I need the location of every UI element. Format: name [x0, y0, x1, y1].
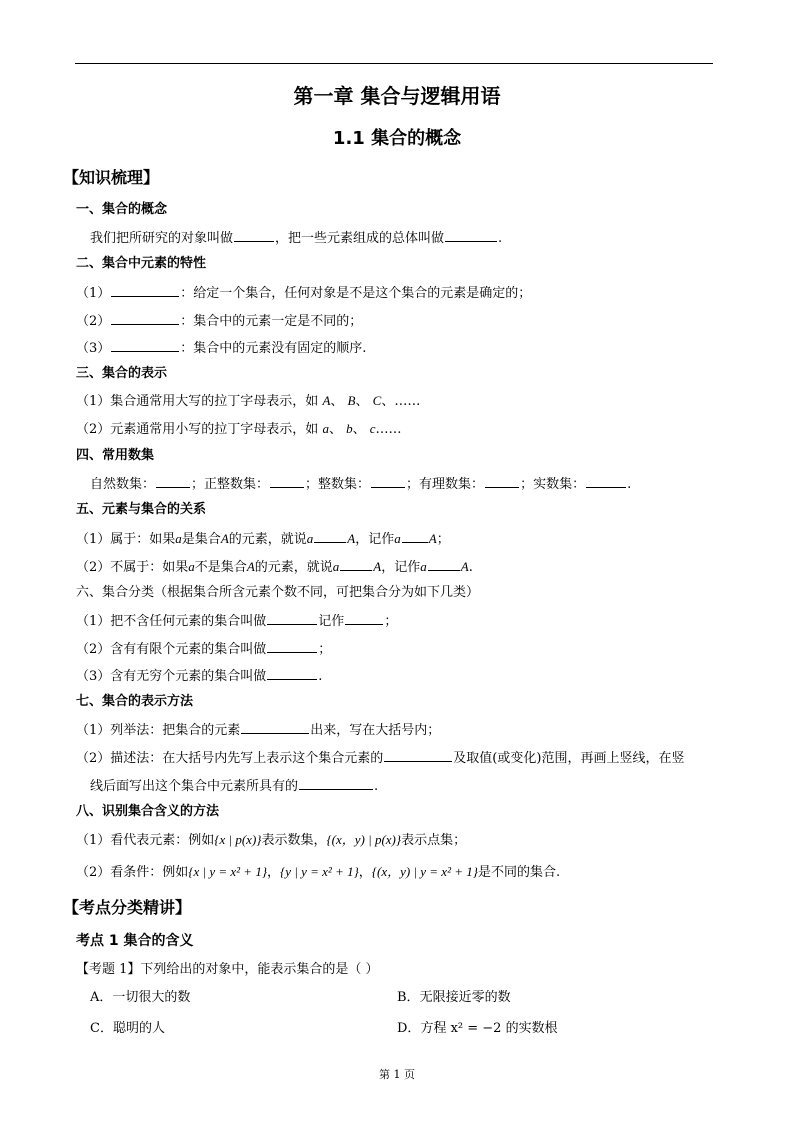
- s3-item-1: （1）集合通常用大写的拉丁字母表示，如 A、 B、 C、……: [76, 393, 421, 409]
- option-c[interactable]: C．聪明的人: [90, 1021, 165, 1036]
- s2-item-1: （1） ：给定一个集合，任何对象是不是这个集合的元素是确定的；: [76, 283, 531, 303]
- s5-title: 五、元素与集合的关系: [76, 502, 207, 517]
- s8-item-1: （1）看代表元素：例如{x | p(x)}表示数集，{(x，y) | p(x)}表示点集；: [76, 832, 467, 848]
- s1-text: 我们把所研究的对象叫做 ，把一些元素组成的总体叫做 .: [90, 228, 502, 248]
- option-d[interactable]: D．方程 x² = −2 的实数根: [397, 1021, 558, 1036]
- s1-title: 一、集合的概念: [76, 202, 168, 217]
- s8-title: 八、识别集合含义的方法: [76, 804, 220, 819]
- chapter-title: 第一章 集合与逻辑用语: [293, 84, 501, 108]
- s6-item-3: （3）含有无穷个元素的集合叫做 .: [76, 666, 322, 686]
- s6-title-row: 六、集合分类（根据集合所含元素个数不同，可把集合分为如下几类）: [76, 585, 480, 600]
- question-1-stem: 【考题 1】下列给出的对象中，能表示集合的是（ ）: [76, 962, 379, 977]
- s2-item-3: （3） ：集合中的元素没有固定的顺序.: [76, 338, 366, 358]
- s3-item-2: （2）元素通常用小写的拉丁字母表示，如 a、 b、 c……: [76, 421, 402, 437]
- s3-title: 三、集合的表示: [76, 366, 168, 381]
- s7-item-1: （1）列举法：把集合的元素 出来，写在大括号内；: [76, 720, 440, 740]
- s7-item-2-cont: 线后面写出这个集合中元素所具有的 .: [90, 776, 378, 796]
- option-b[interactable]: B．无限接近零的数: [397, 990, 511, 1005]
- exam-point-1: 考点 1 集合的含义: [76, 933, 194, 949]
- s8-item-2: （2）看条件：例如{x | y = x² + 1}，{y | y = x² + 1}，{(x，y) | y = x² + 1}是不同的集合.: [76, 864, 561, 880]
- page-number: 第 1 页: [379, 1068, 415, 1081]
- s4-text: 自然数集： ；正整数集： ；整数集： ；有理数集： ；实数集： .: [90, 474, 631, 494]
- s6-item-1: （1）把不含任何元素的集合叫做 记作 ；: [76, 611, 397, 631]
- s5-item-2: （2）不属于：如果a不是集合A的元素，就说a A，记作a A.: [76, 559, 473, 575]
- s7-item-2: （2）描述法：在大括号内先写上表示这个集合元素的 及取值(或变化)范围，再画上竖线，在竖: [76, 748, 684, 768]
- knowledge-heading: 【知识梳理】: [63, 168, 160, 187]
- s7-title: 七、集合的表示方法: [76, 694, 194, 709]
- s2-item-2: （2） ：集合中的元素一定是不同的；: [76, 311, 362, 331]
- s2-title: 二、集合中元素的特性: [76, 256, 207, 271]
- header-rule: [75, 63, 713, 64]
- exam-heading: 【考点分类精讲】: [63, 898, 192, 917]
- s6-item-2: （2）含有有限个元素的集合叫做 ；: [76, 639, 331, 659]
- section-title: 1.1 集合的概念: [332, 128, 462, 149]
- option-a[interactable]: A．一切很大的数: [90, 990, 191, 1005]
- s5-item-1: （1）属于：如果a是集合A的元素，就说a A，记作a A；: [76, 531, 450, 547]
- s4-title: 四、常用数集: [76, 448, 155, 463]
